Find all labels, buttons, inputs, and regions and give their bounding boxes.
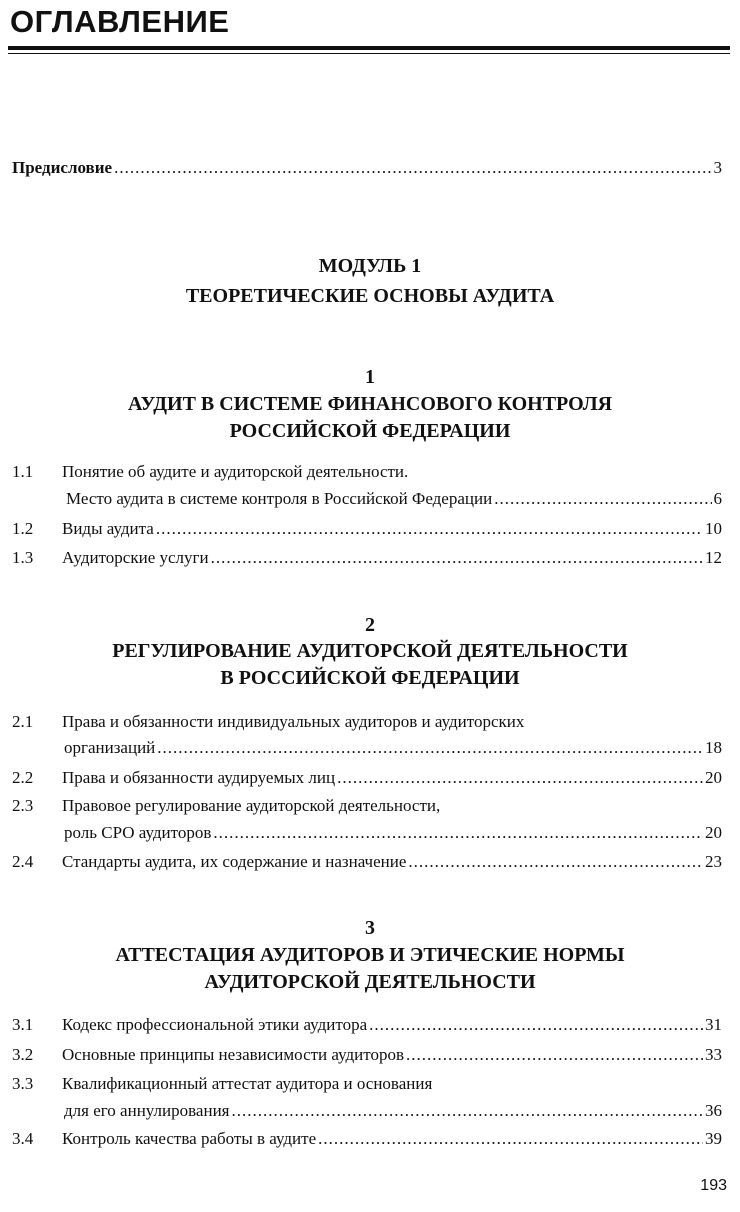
toc-entry-page: 36 — [705, 1101, 722, 1120]
toc-entry-title[interactable]: Квалификационный аттестат аудитора и основания — [62, 1074, 433, 1093]
chapter-title-line: В РОССИЙСКОЙ ФЕДЕРАЦИИ — [220, 667, 520, 689]
toc-entry-title[interactable]: Права и обязанности индивидуальных аудиторов и аудиторских — [62, 712, 525, 731]
toc-entry-title: Контроль качества работы в аудите — [62, 1129, 317, 1148]
toc-entry-preface[interactable] — [12, 157, 722, 179]
toc-entry-title: Стандарты аудита, их содержание и назначение — [62, 852, 407, 871]
dot-leader — [211, 547, 703, 569]
title-rule-thick — [8, 46, 730, 50]
chapter-title-line: АТТЕСТАЦИЯ АУДИТОРОВ И ЭТИЧЕСКИЕ НОРМЫ — [115, 944, 625, 966]
toc-entry-page: 20 — [705, 823, 722, 842]
chapter-title-line: РЕГУЛИРОВАНИЕ АУДИТОРСКОЙ ДЕЯТЕЛЬНОСТИ — [112, 640, 628, 662]
chapter-number: 2 — [365, 614, 375, 636]
toc-entry-number: 3.3 — [12, 1074, 34, 1093]
dot-leader — [406, 1044, 703, 1066]
toc-entry-1-3[interactable] — [62, 547, 722, 569]
dot-leader — [408, 851, 703, 873]
toc-entry-number: 3.1 — [12, 1015, 34, 1034]
module-title: ТЕОРЕТИЧЕСКИЕ ОСНОВЫ АУДИТА — [185, 285, 555, 307]
toc-entry-title: Аудиторские услуги — [62, 548, 209, 567]
toc-entry-page: 18 — [705, 738, 722, 757]
chapter-number: 1 — [365, 366, 375, 388]
toc-entry-page: 23 — [705, 852, 722, 871]
dot-leader — [156, 518, 703, 540]
toc-entry-1-2[interactable] — [62, 518, 722, 540]
toc-entry-title: Место аудита в системе контроля в Российской Федерации — [66, 489, 493, 508]
toc-entry-title: Виды аудита — [62, 519, 154, 538]
module-label: МОДУЛЬ 1 — [318, 255, 422, 277]
toc-entry-2-3[interactable] — [64, 822, 722, 844]
toc-entry-number: 1.1 — [12, 462, 34, 481]
dot-leader — [494, 488, 711, 510]
toc-entry-title: для его аннулирования — [64, 1101, 230, 1120]
toc-entry-page: 12 — [705, 548, 722, 567]
toc-entry-page: 3 — [713, 158, 722, 177]
toc-entry-page: 10 — [705, 519, 722, 538]
toc-entry-2-1[interactable] — [64, 737, 722, 759]
toc-entry-number: 1.2 — [12, 519, 34, 538]
dot-leader — [337, 767, 703, 789]
toc-entry-1-1[interactable] — [66, 488, 722, 510]
chapter-title-line: АУДИТОРСКОЙ ДЕЯТЕЛЬНОСТИ — [204, 971, 536, 993]
page-number: 193 — [700, 1177, 727, 1194]
toc-entry-page: 39 — [705, 1129, 722, 1148]
toc-entry-number: 2.4 — [12, 852, 34, 871]
dot-leader — [114, 157, 711, 179]
dot-leader — [231, 1100, 703, 1122]
chapter-title-line: РОССИЙСКОЙ ФЕДЕРАЦИИ — [229, 420, 511, 442]
toc-entry-3-2[interactable] — [62, 1044, 722, 1066]
toc-entry-number: 2.3 — [12, 796, 34, 815]
toc-entry-page: 6 — [713, 489, 722, 508]
toc-entry-3-1[interactable] — [62, 1014, 722, 1036]
toc-entry-number: 3.4 — [12, 1129, 34, 1148]
chapter-number: 3 — [365, 917, 375, 939]
title-rule-thin — [8, 53, 730, 54]
toc-entry-number: 2.1 — [12, 712, 34, 731]
toc-entry-number: 3.2 — [12, 1045, 34, 1064]
dot-leader — [369, 1014, 703, 1036]
toc-entry-page: 31 — [705, 1015, 722, 1034]
chapter-title-line: АУДИТ В СИСТЕМЕ ФИНАНСОВОГО КОНТРОЛЯ — [127, 393, 613, 415]
toc-entry-2-2[interactable] — [62, 767, 722, 789]
dot-leader — [213, 822, 703, 844]
toc-entry-title: Кодекс профессиональной этики аудитора — [62, 1015, 368, 1034]
dot-leader — [318, 1128, 703, 1150]
toc-entry-page: 20 — [705, 768, 722, 787]
dot-leader — [157, 737, 703, 759]
toc-entry-3-3[interactable] — [64, 1100, 722, 1122]
toc-entry-3-4[interactable] — [62, 1128, 722, 1150]
toc-entry-title[interactable]: Понятие об аудите и аудиторской деятельности. — [62, 462, 409, 481]
toc-entry-title[interactable]: Правовое регулирование аудиторской деятельности, — [62, 796, 441, 815]
toc-entry-2-4[interactable] — [62, 851, 722, 873]
toc-entry-title: роль СРО аудиторов — [64, 823, 212, 842]
toc-entry-title: организаций — [64, 738, 156, 757]
toc-entry-title: Предисловие — [12, 158, 113, 177]
toc-entry-title: Основные принципы независимости аудиторов — [62, 1045, 404, 1064]
page-title: ОГЛАВЛЕНИЕ — [10, 4, 230, 39]
toc-entry-number: 1.3 — [12, 548, 34, 567]
toc-entry-number: 2.2 — [12, 768, 34, 787]
toc-entry-page: 33 — [705, 1045, 722, 1064]
toc-entry-title: Права и обязанности аудируемых лиц — [62, 768, 336, 787]
